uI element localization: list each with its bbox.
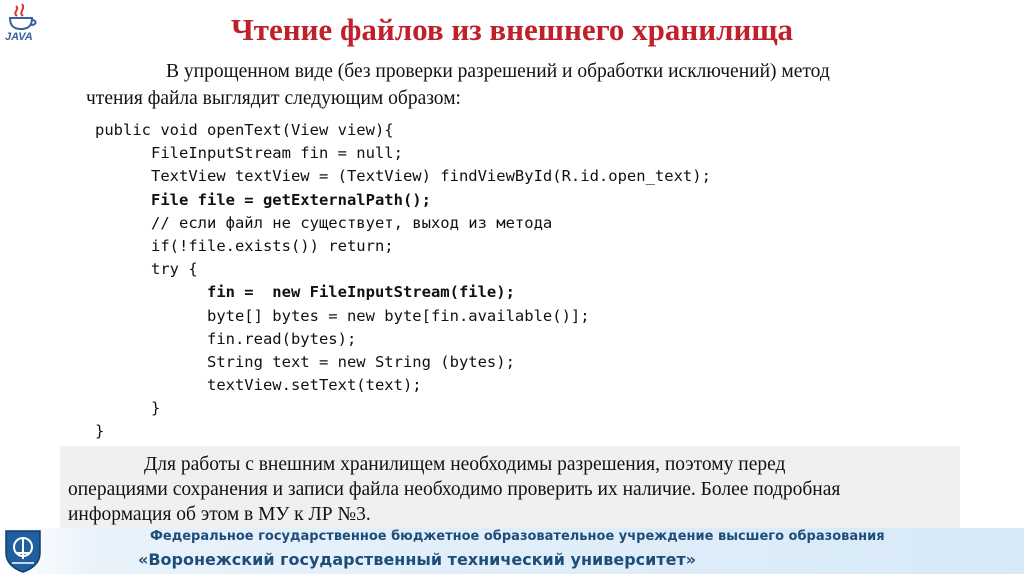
slide-title: Чтение файлов из внешнего хранилища <box>230 12 794 47</box>
note-line-1: Для работы с внешним хранилищем необходимы разрешения, поэтому перед <box>144 454 786 475</box>
code-line: } <box>95 399 161 418</box>
intro-line-2: чтения файла выглядит следующим образом: <box>86 88 461 109</box>
note-line-2: операциями сохранения и записи файла необходимо проверить их наличие. Более подробная <box>68 479 841 500</box>
intro-paragraph <box>86 58 986 112</box>
code-block <box>95 119 711 444</box>
code-line: public void openText(View view){ <box>95 121 394 139</box>
code-line: FileInputStream fin = null; <box>95 144 403 163</box>
footer-line-1: Федеральное государственное бюджетное образовательное учреждение высшего образования <box>150 529 885 544</box>
code-line: String text = new String (bytes); <box>95 352 515 371</box>
code-line: textView.setText(text); <box>95 376 422 395</box>
university-emblem-icon <box>2 527 44 573</box>
code-comment: // если файл не существует, выход из метода <box>95 213 553 232</box>
code-line: if(!file.exists()) return; <box>95 236 394 255</box>
note-line-3: информация об этом в МУ к ЛР №3. <box>68 504 371 525</box>
intro-line-1: В упрощенном виде (без проверки разрешений и обработки исключений) метод <box>166 61 830 82</box>
code-line: try { <box>95 260 198 279</box>
code-line: } <box>95 422 105 441</box>
footer-line-2: «Воронежский государственный технический университет» <box>138 550 697 569</box>
code-line: fin.read(bytes); <box>95 329 357 348</box>
note-paragraph <box>68 452 958 527</box>
svg-text:JAVA: JAVA <box>5 31 33 42</box>
code-line-highlighted: fin = new FileInputStream(file); <box>95 283 515 302</box>
code-line-highlighted: File file = getExternalPath(); <box>95 190 431 209</box>
code-line: TextView textView = (TextView) findViewById(R.id.open_text); <box>95 167 711 186</box>
code-line: byte[] bytes = new byte[fin.available()]; <box>95 306 590 325</box>
